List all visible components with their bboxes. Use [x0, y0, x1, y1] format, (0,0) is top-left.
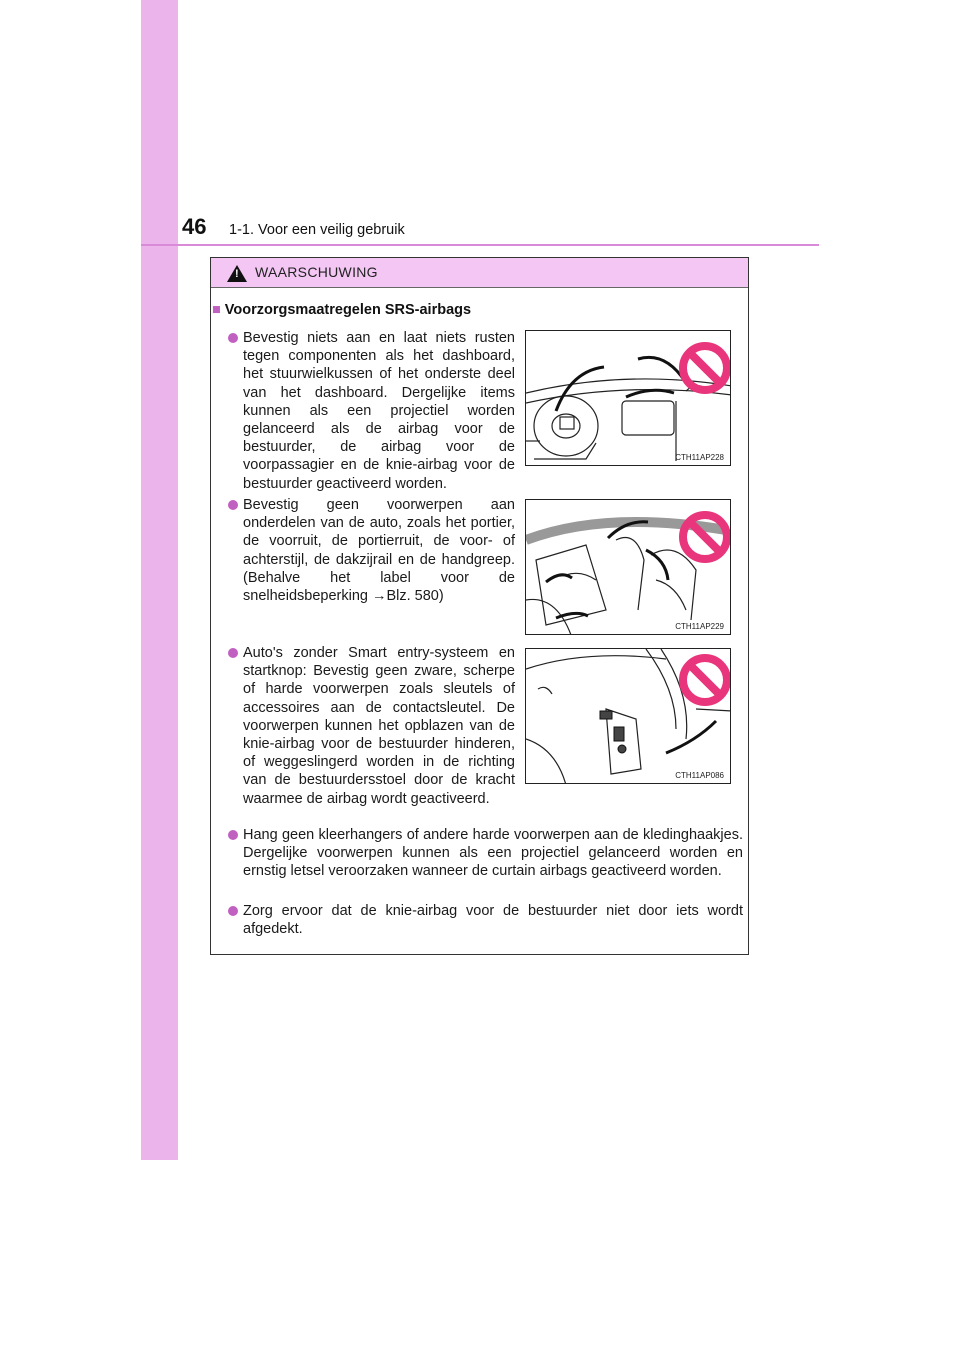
bullet-text: Auto's zonder Smart entry-systeem en startknop: Bevestig geen zware, scherpe of harde voorwerpen zoals sleutels of accessoires aan de contactsleutel. De voorwerpen kunnen het opblazen van de knie-airbag voor de bestuurder hinderen, of weggeslingerd worden in de richting van de bestuurdersstoel door de kracht waarmee de airbag wordt geactiveerd.: [243, 645, 515, 807]
bullet-item: [243, 329, 515, 493]
header-divider: [141, 244, 819, 246]
illustration-dashboard: [525, 330, 731, 466]
illustration-ignition-key: [525, 648, 731, 784]
bullet-item: [243, 902, 743, 938]
chapter-sidebar-tab: [141, 0, 178, 1160]
figure-code: CTH11AP086: [675, 771, 724, 780]
section-title: 1-1. Voor een veilig gebruik: [229, 222, 405, 238]
page-number: 46: [182, 214, 207, 239]
bullet-dot-icon: [228, 333, 238, 343]
bullet-dot-icon: [228, 906, 238, 916]
warning-triangle-icon: !: [227, 265, 247, 282]
prohibition-icon: [526, 649, 731, 784]
figure-code: CTH11AP228: [675, 453, 724, 462]
figure-code: CTH11AP229: [675, 622, 724, 631]
subheading-text: Voorzorgsmaatregelen SRS-airbags: [224, 302, 472, 318]
warning-header: [211, 258, 748, 288]
bullet-dot-icon: [228, 830, 238, 840]
bullet-text: Hang geen kleerhangers of andere harde voorwerpen aan de kledinghaakjes. Dergelijke voorwerpen kunnen als een projectiel gelanceerd worden en ernstig letsel veroorzaken wanneer de curtain airbags geactiveerd worden.: [243, 827, 743, 880]
subheading: [212, 302, 471, 318]
bullet-text: Bevestig geen voorwerpen aan onderdelen van de auto, zoals het portier, de voorruit, de portierruit, de voor- of achterstijl, de dakzijrail en de handgreep. (Behalve het label voor de snelheidsbeperking →Blz. 580): [243, 497, 515, 605]
prohibition-icon: [526, 331, 731, 466]
illustration-interior: [525, 499, 731, 635]
warning-title: WAARSCHUWING: [255, 264, 378, 280]
square-bullet-icon: ■: [212, 302, 221, 318]
bullet-item: [243, 496, 515, 605]
bullet-item: [243, 644, 515, 808]
bullet-text: Bevestig niets aan en laat niets rusten tegen componenten als het dashboard, het stuurwielkussen of het onderste deel van het dashboard. Dergelijke items kunnen als een projectiel worden gelanceerd als de airbag voor de bestuurder, de airbag voor de voorpassagier en de knie-airbag voor de bestuurder geactiveerd worden.: [243, 330, 515, 492]
prohibition-icon: [526, 500, 731, 635]
bullet-item: [243, 826, 743, 881]
bullet-dot-icon: [228, 500, 238, 510]
bullet-dot-icon: [228, 648, 238, 658]
bullet-text: Zorg ervoor dat de knie-airbag voor de bestuurder niet door iets wordt afgedekt.: [243, 903, 743, 938]
